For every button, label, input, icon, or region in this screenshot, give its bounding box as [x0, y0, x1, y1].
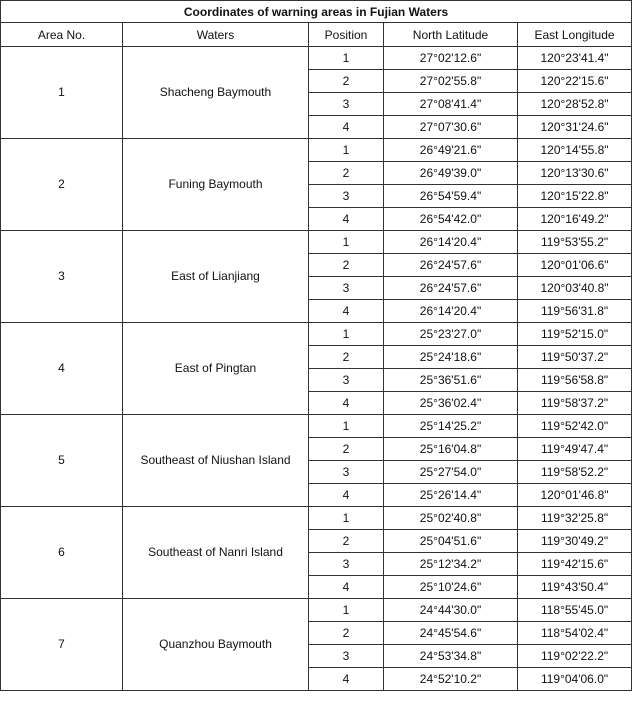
table-row — [1, 231, 632, 254]
waters-cell: Funing Baymouth — [123, 139, 309, 231]
latitude-cell: 25°10'24.6" — [384, 576, 518, 599]
area-number-cell: 2 — [1, 139, 123, 231]
position-cell: 3 — [309, 553, 384, 576]
table-row — [1, 599, 632, 622]
longitude-cell: 119°43'50.4" — [518, 576, 632, 599]
longitude-cell: 119°52'15.0" — [518, 323, 632, 346]
position-cell: 4 — [309, 300, 384, 323]
position-cell: 4 — [309, 392, 384, 415]
position-cell: 1 — [309, 47, 384, 70]
position-cell: 3 — [309, 93, 384, 116]
position-cell: 1 — [309, 599, 384, 622]
latitude-cell: 24°52'10.2" — [384, 668, 518, 691]
waters-cell: East of Pingtan — [123, 323, 309, 415]
longitude-cell: 120°31'24.6" — [518, 116, 632, 139]
latitude-cell: 25°04'51.6" — [384, 530, 518, 553]
longitude-cell: 119°30'49.2" — [518, 530, 632, 553]
area-number-cell: 6 — [1, 507, 123, 599]
longitude-cell: 119°42'15.6" — [518, 553, 632, 576]
position-cell: 4 — [309, 668, 384, 691]
latitude-cell: 26°14'20.4" — [384, 231, 518, 254]
longitude-cell: 120°22'15.6" — [518, 70, 632, 93]
table-body — [1, 47, 632, 691]
position-cell: 3 — [309, 277, 384, 300]
longitude-cell: 119°58'37.2" — [518, 392, 632, 415]
longitude-cell: 119°04'06.0" — [518, 668, 632, 691]
longitude-cell: 120°16'49.2" — [518, 208, 632, 231]
position-cell: 2 — [309, 162, 384, 185]
longitude-cell: 120°23'41.4" — [518, 47, 632, 70]
longitude-cell: 119°53'55.2" — [518, 231, 632, 254]
header-north-latitude: North Latitude — [384, 23, 518, 47]
longitude-cell: 120°01'06.6" — [518, 254, 632, 277]
position-cell: 3 — [309, 461, 384, 484]
latitude-cell: 26°54'42.0" — [384, 208, 518, 231]
longitude-cell: 120°14'55.8" — [518, 139, 632, 162]
position-cell: 3 — [309, 645, 384, 668]
latitude-cell: 27°08'41.4" — [384, 93, 518, 116]
longitude-cell: 119°49'47.4" — [518, 438, 632, 461]
header-east-longitude: East Longitude — [518, 23, 632, 47]
table-title: Coordinates of warning areas in Fujian Waters — [1, 1, 632, 23]
position-cell: 4 — [309, 576, 384, 599]
position-cell: 2 — [309, 622, 384, 645]
longitude-cell: 119°50'37.2" — [518, 346, 632, 369]
position-cell: 1 — [309, 139, 384, 162]
area-number-cell: 3 — [1, 231, 123, 323]
longitude-cell: 119°02'22.2" — [518, 645, 632, 668]
longitude-cell: 119°58'52.2" — [518, 461, 632, 484]
area-number-cell: 1 — [1, 47, 123, 139]
position-cell: 1 — [309, 323, 384, 346]
latitude-cell: 26°49'39.0" — [384, 162, 518, 185]
latitude-cell: 25°02'40.8" — [384, 507, 518, 530]
header-waters: Waters — [123, 23, 309, 47]
latitude-cell: 25°26'14.4" — [384, 484, 518, 507]
latitude-cell: 24°44'30.0" — [384, 599, 518, 622]
position-cell: 2 — [309, 70, 384, 93]
table-row — [1, 415, 632, 438]
latitude-cell: 25°36'02.4" — [384, 392, 518, 415]
latitude-cell: 25°16'04.8" — [384, 438, 518, 461]
longitude-cell: 119°32'25.8" — [518, 507, 632, 530]
longitude-cell: 120°01'46.8" — [518, 484, 632, 507]
latitude-cell: 26°49'21.6" — [384, 139, 518, 162]
header-position: Position — [309, 23, 384, 47]
area-number-cell: 7 — [1, 599, 123, 691]
table-row — [1, 323, 632, 346]
longitude-cell: 120°03'40.8" — [518, 277, 632, 300]
position-cell: 4 — [309, 484, 384, 507]
longitude-cell: 120°15'22.8" — [518, 185, 632, 208]
waters-cell: Quanzhou Baymouth — [123, 599, 309, 691]
position-cell: 2 — [309, 254, 384, 277]
position-cell: 1 — [309, 231, 384, 254]
position-cell: 4 — [309, 116, 384, 139]
position-cell: 2 — [309, 346, 384, 369]
latitude-cell: 25°27'54.0" — [384, 461, 518, 484]
latitude-cell: 24°53'34.8" — [384, 645, 518, 668]
waters-cell: Southeast of Niushan Island — [123, 415, 309, 507]
longitude-cell: 118°54'02.4" — [518, 622, 632, 645]
longitude-cell: 119°56'58.8" — [518, 369, 632, 392]
longitude-cell: 119°52'42.0" — [518, 415, 632, 438]
position-cell: 3 — [309, 369, 384, 392]
table-row — [1, 507, 632, 530]
area-number-cell: 5 — [1, 415, 123, 507]
position-cell: 3 — [309, 185, 384, 208]
header-area-no: Area No. — [1, 23, 123, 47]
latitude-cell: 27°07'30.6" — [384, 116, 518, 139]
waters-cell: East of Lianjiang — [123, 231, 309, 323]
latitude-cell: 24°45'54.6" — [384, 622, 518, 645]
area-number-cell: 4 — [1, 323, 123, 415]
latitude-cell: 25°14'25.2" — [384, 415, 518, 438]
longitude-cell: 120°28'52.8" — [518, 93, 632, 116]
position-cell: 1 — [309, 507, 384, 530]
latitude-cell: 26°24'57.6" — [384, 254, 518, 277]
latitude-cell: 26°54'59.4" — [384, 185, 518, 208]
longitude-cell: 118°55'45.0" — [518, 599, 632, 622]
table-row — [1, 47, 632, 70]
waters-cell: Shacheng Baymouth — [123, 47, 309, 139]
latitude-cell: 25°23'27.0" — [384, 323, 518, 346]
latitude-cell: 27°02'55.8" — [384, 70, 518, 93]
latitude-cell: 25°12'34.2" — [384, 553, 518, 576]
longitude-cell: 120°13'30.6" — [518, 162, 632, 185]
latitude-cell: 25°36'51.6" — [384, 369, 518, 392]
latitude-cell: 26°24'57.6" — [384, 277, 518, 300]
position-cell: 4 — [309, 208, 384, 231]
position-cell: 2 — [309, 438, 384, 461]
position-cell: 1 — [309, 415, 384, 438]
waters-cell: Southeast of Nanri Island — [123, 507, 309, 599]
position-cell: 2 — [309, 530, 384, 553]
latitude-cell: 26°14'20.4" — [384, 300, 518, 323]
longitude-cell: 119°56'31.8" — [518, 300, 632, 323]
latitude-cell: 27°02'12.6" — [384, 47, 518, 70]
latitude-cell: 25°24'18.6" — [384, 346, 518, 369]
table-row — [1, 139, 632, 162]
